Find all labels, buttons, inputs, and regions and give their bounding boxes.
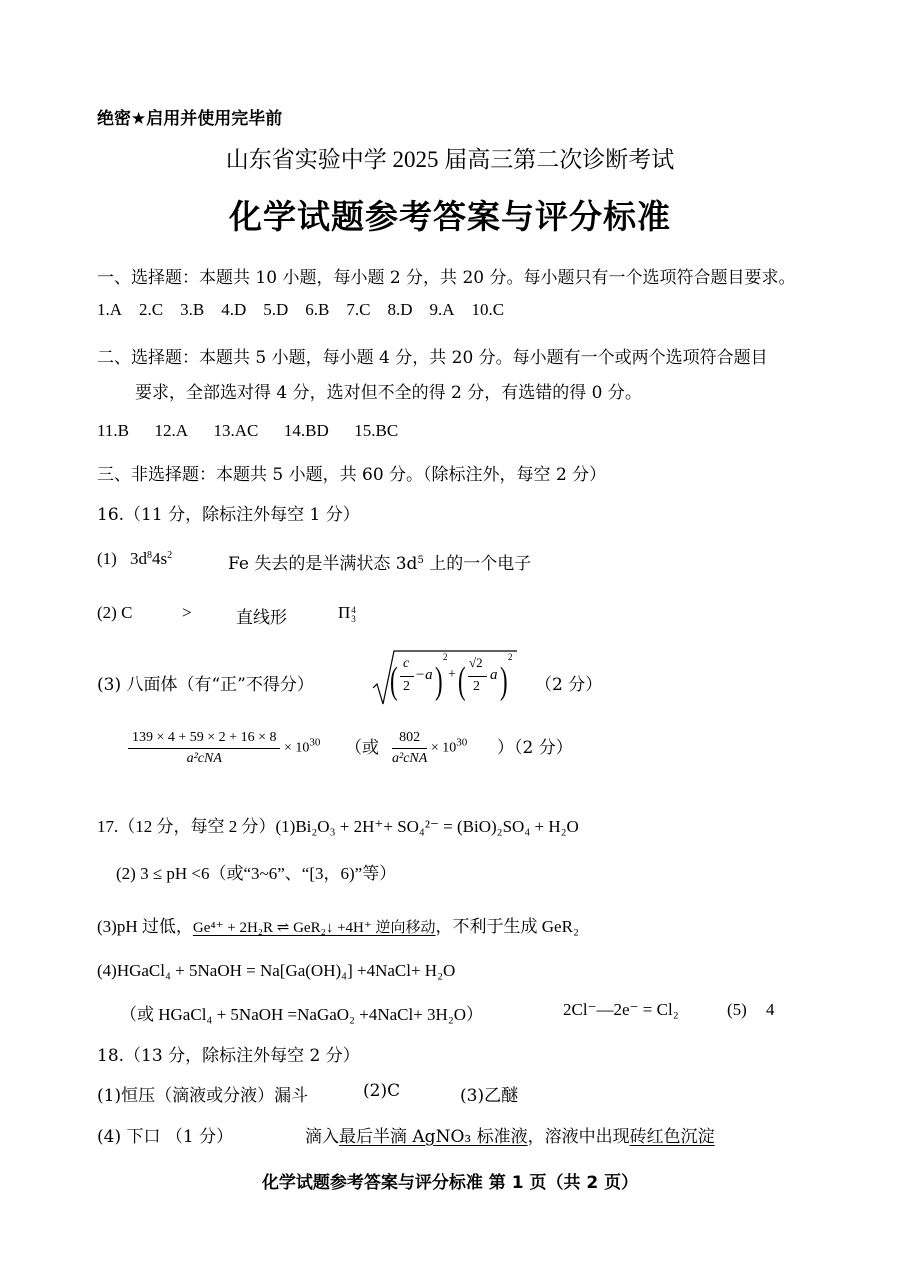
section2-heading-line2: 要求，全部选对得 4 分，选对但不全的得 2 分，有选错的得 0 分。 bbox=[135, 383, 642, 403]
section1-answers bbox=[97, 300, 504, 320]
q18-part4-endpoint: 滴入最后半滴 AgNO₃ 标准液，溶液中出现砖红色沉淀 bbox=[305, 1127, 715, 1147]
answer-6: 6.B bbox=[305, 300, 330, 319]
answer-2: 2.C bbox=[139, 300, 164, 319]
q16-pi-bond: Π 4 3 bbox=[338, 603, 356, 624]
q16-density-formula: $\frac{139 \times 4 + 59 \times 2 + 16 \times 8}{\text{a²cNA}}$ × $10^{30}$ bbox=[128, 730, 320, 767]
q16-sqrt-formula: ( c 2 −a ) 2 + ( √2 2 a ) 2 bbox=[372, 648, 522, 706]
answer-8: 8.D bbox=[387, 300, 413, 319]
q17-line3: (3)pH 过低，Ge⁴⁺ + 2H₂R ⇌ GeR₂↓ +4H⁺ 逆向移动，不利于生成 GeR₂ bbox=[97, 917, 579, 936]
q16-heading: 16.（11 分，除标注外每空 1 分） bbox=[97, 505, 360, 525]
q16-shape: 直线形 bbox=[236, 608, 287, 628]
q16-electron-config: $3d^84s^2$ bbox=[130, 549, 173, 568]
section3-heading: 三、非选择题：本题共 5 小题，共 60 分。（除标注外，每空 2 分） bbox=[97, 465, 607, 485]
q18-part1: (1)恒压（滴液或分液）漏斗 bbox=[97, 1086, 309, 1106]
q18-heading: 18.（13 分，除标注外每空 2 分） bbox=[97, 1046, 360, 1066]
q18-part2: (2)C bbox=[363, 1081, 401, 1101]
q16-or-label: （或 bbox=[345, 738, 379, 758]
q16-alt-score: ）（2 分） bbox=[497, 738, 573, 758]
answer-1: 1.A bbox=[97, 300, 123, 319]
q16-part1-label: (1) bbox=[97, 549, 117, 568]
answer-7: 7.C bbox=[346, 300, 371, 319]
section2-heading-line1: 二、选择题：本题共 5 小题，每小题 4 分，共 20 分。每小题有一个或两个选项符合题目 bbox=[97, 348, 768, 368]
answer-10: 10.C bbox=[471, 300, 505, 319]
school-title: 山东省实验中学 2025 届高三第二次诊断考试 bbox=[225, 147, 675, 172]
q16-part3-score: （2 分） bbox=[535, 675, 603, 695]
answer-9: 9.A bbox=[429, 300, 455, 319]
q18-part4-label: (4) 下口 （1 分） bbox=[97, 1127, 234, 1147]
answer-3: 3.B bbox=[180, 300, 205, 319]
section2-answers bbox=[97, 421, 398, 441]
q17-part5-label: (5) bbox=[727, 1000, 747, 1019]
q17-line5-equation: （或 HGaCl₄ + 5NaOH =NaGaO₂ +4NaCl+ 3H₂O） bbox=[120, 1005, 484, 1024]
answer-14: 14.BD bbox=[283, 421, 329, 440]
answer-15: 15.BC bbox=[354, 421, 399, 440]
q16-part3-label: (3) 八面体（有“正”不得分） bbox=[97, 675, 314, 695]
q17-line4: (4)HGaCl₄ + 5NaOH = Na[Ga(OH)₄] +4NaCl+ H₂O bbox=[97, 961, 456, 980]
section1-heading: 一、选择题：本题共 10 小题，每小题 2 分，共 20 分。每小题只有一个选项符合题目要求。 bbox=[97, 268, 796, 288]
q17-electrode-reaction: 2Cl⁻—2e⁻ = Cl₂ bbox=[563, 1000, 679, 1019]
q16-compare: > bbox=[182, 603, 192, 622]
q17-part5-answer: 4 bbox=[766, 1000, 775, 1019]
answer-12: 12.A bbox=[154, 421, 188, 440]
q17-line2: (2) 3 ≤ pH <6（或“3~6”、“[3，6)”等） bbox=[116, 864, 397, 883]
answer-13: 13.AC bbox=[213, 421, 259, 440]
secret-label: 绝密★启用并使用完毕前 bbox=[97, 109, 283, 129]
q16-part2-label: (2) C bbox=[97, 603, 133, 622]
answer-5: 5.D bbox=[263, 300, 289, 319]
page-footer: 化学试题参考答案与评分标准 第 1 页（共 2 页） bbox=[261, 1173, 639, 1193]
answer-4: 4.D bbox=[221, 300, 247, 319]
main-title: 化学试题参考答案与评分标准 bbox=[229, 197, 671, 236]
q17-line1: 17.（12 分，每空 2 分）(1)Bi₂O₃ + 2H⁺+ SO₄²⁻ = (BiO)₂SO₄ + H₂O bbox=[97, 817, 579, 836]
q16-part1-reason: Fe 失去的是半满状态 $3d^5$ 上的一个电子 bbox=[228, 554, 532, 574]
q16-alt-density: $\frac{802}{\text{a²cNA}}$ × $10^{30}$ bbox=[392, 730, 468, 766]
q18-part3: (3)乙醚 bbox=[460, 1086, 519, 1106]
answer-11: 11.B bbox=[97, 421, 129, 440]
